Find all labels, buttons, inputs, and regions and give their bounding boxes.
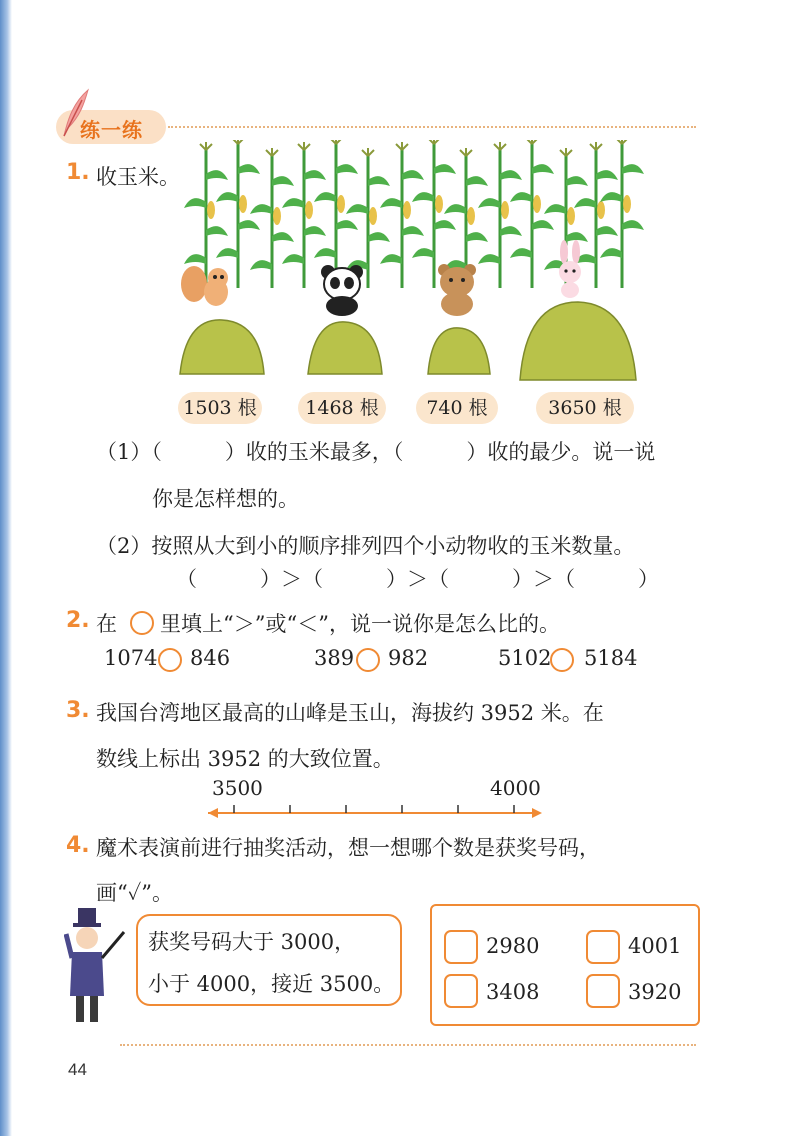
corn-cob (567, 207, 575, 225)
corn-leaf (544, 204, 566, 214)
corn-count-label: 3650 根 (536, 392, 634, 424)
corn-leaf (622, 164, 644, 174)
q3-line2: 数线上标出 3952 的大致位置。 (96, 747, 394, 771)
corn-leaf (500, 170, 522, 180)
option-label: 3920 (628, 980, 682, 1004)
comparison-circle (130, 611, 154, 635)
option-label: 4001 (628, 934, 682, 958)
corn-leaf (434, 164, 456, 174)
checkbox[interactable] (586, 930, 620, 964)
corn-leaf (532, 164, 554, 174)
corn-leaf (532, 220, 554, 230)
corn-leaf (466, 176, 488, 186)
corn-cob (239, 195, 247, 213)
question-number-2: 2. (66, 608, 90, 633)
corn-leaf (622, 220, 644, 230)
corn-leaf (272, 176, 294, 186)
q1-order-blanks[interactable]: （ ）＞（ ）＞（ ）＞（ ） (176, 567, 659, 591)
section-title: 练一练 (80, 118, 143, 142)
corn-leaf (282, 254, 304, 264)
corn-leaf (250, 260, 272, 270)
corn-leaf (238, 220, 260, 230)
corn-cob (369, 207, 377, 225)
bear-icon (432, 262, 482, 316)
checkbox[interactable] (444, 974, 478, 1008)
page-number: 44 (68, 1060, 87, 1079)
corn-leaf (368, 176, 390, 186)
option-label: 3408 (486, 980, 540, 1004)
corn-tassel (560, 148, 572, 156)
axis-start-label: 3500 (212, 776, 263, 800)
option-label: 2980 (486, 934, 540, 958)
pair-right: 5184 (584, 646, 638, 670)
squirrel-icon (180, 262, 236, 312)
pair-left: 389 (314, 646, 355, 670)
number-line[interactable] (206, 800, 546, 826)
corn-cob (305, 201, 313, 219)
corn-leaf (336, 220, 358, 230)
corn-pile-4 (516, 296, 640, 386)
comparison-circle-input[interactable] (158, 648, 182, 672)
corn-leaf (206, 170, 228, 180)
corn-tassel (494, 142, 506, 150)
corn-leaf (444, 204, 466, 214)
checkbox[interactable] (586, 974, 620, 1008)
corn-cob (435, 195, 443, 213)
bubble-line1: 获奖号码大于 3000， (148, 930, 356, 954)
corn-leaf (282, 198, 304, 208)
question-number-1: 1. (66, 160, 90, 185)
corn-leaf (346, 204, 368, 214)
corn-leaf (238, 164, 260, 174)
q4-line1: 魔术表演前进行抽奖活动，想一想哪个数是获奖号码， (96, 836, 600, 860)
corn-leaf (402, 170, 424, 180)
corn-leaf (272, 232, 294, 242)
bubble-line2: 小于 4000，接近 3500。 (148, 972, 395, 996)
pair-left: 5102 (498, 646, 552, 670)
corn-tassel (460, 148, 472, 156)
pair-right: 846 (190, 646, 231, 670)
corn-leaf (380, 254, 402, 264)
corn-leaf (336, 164, 358, 174)
corn-pile-2 (304, 312, 386, 378)
corn-count-label: 740 根 (416, 392, 498, 424)
q4-line2: 画“✓”。 (96, 881, 174, 905)
comparison-circle-input[interactable] (550, 648, 574, 672)
corn-leaf (216, 248, 238, 258)
page-edge (0, 0, 12, 1136)
corn-tassel (266, 148, 278, 156)
q1-sub1-line2: 你是怎样想的。 (152, 487, 299, 511)
pair-left: 1074 (104, 646, 158, 670)
footer-divider (120, 1044, 696, 1046)
corn-leaf (216, 192, 238, 202)
corn-leaf (434, 220, 456, 230)
corn-cob (403, 201, 411, 219)
comparison-circle-input[interactable] (356, 648, 380, 672)
corn-cob (597, 201, 605, 219)
header-divider (168, 126, 696, 128)
checkbox[interactable] (444, 930, 478, 964)
q3-line1: 我国台湾地区最高的山峰是玉山，海拔约 3952 米。在 (96, 701, 604, 725)
corn-leaf (574, 198, 596, 208)
corn-tassel (428, 140, 440, 144)
q2-text-after: 里填上“＞”或“＜”，说一说你是怎么比的。 (160, 612, 560, 636)
corn-leaf (206, 226, 228, 236)
corn-cob (533, 195, 541, 213)
corn-leaf (412, 192, 434, 202)
corn-cob (337, 195, 345, 213)
question-number-3: 3. (66, 698, 90, 723)
corn-cob (273, 207, 281, 225)
corn-tassel (362, 148, 374, 156)
corn-tassel (232, 140, 244, 144)
corn-tassel (200, 142, 212, 150)
axis-end-label: 4000 (490, 776, 541, 800)
q1-title: 收玉米。 (96, 165, 180, 189)
pair-right: 982 (388, 646, 429, 670)
corn-cob (207, 201, 215, 219)
corn-tassel (396, 142, 408, 150)
corn-leaf (250, 204, 272, 214)
corn-leaf (600, 192, 622, 202)
corn-cob (623, 195, 631, 213)
corn-leaf (380, 198, 402, 208)
q2-text-before: 在 (96, 612, 117, 636)
corn-leaf (402, 226, 424, 236)
corn-leaf (500, 226, 522, 236)
corn-count-label: 1503 根 (178, 392, 262, 424)
corn-leaf (368, 232, 390, 242)
corn-leaf (510, 192, 532, 202)
corn-leaf (304, 170, 326, 180)
corn-pile-1 (176, 310, 268, 380)
corn-leaf (478, 198, 500, 208)
corn-leaf (314, 248, 336, 258)
corn-leaf (596, 226, 618, 236)
corn-tassel (616, 140, 628, 144)
corn-tassel (590, 142, 602, 150)
corn-cob (467, 207, 475, 225)
corn-leaf (600, 248, 622, 258)
corn-tassel (526, 140, 538, 144)
q1-sub2: （2）按照从大到小的顺序排列四个小动物收的玉米数量。 (96, 534, 635, 558)
corn-leaf (466, 232, 488, 242)
corn-count-label: 1468 根 (298, 392, 386, 424)
corn-leaf (566, 176, 588, 186)
corn-tassel (330, 140, 342, 144)
corn-cob (501, 201, 509, 219)
corn-tassel (298, 142, 310, 150)
corn-leaf (314, 192, 336, 202)
rabbit-icon (552, 240, 588, 298)
corn-leaf (510, 248, 532, 258)
corn-leaf (412, 248, 434, 258)
corn-pile-3 (424, 318, 494, 378)
corn-leaf (304, 226, 326, 236)
panda-icon (314, 262, 370, 316)
magician-illustration (64, 908, 134, 1030)
question-number-4: 4. (66, 833, 90, 858)
corn-leaf (596, 170, 618, 180)
q1-sub1-line1: （1）（ ）收的玉米最多，（ ）收的最少。说一说 (96, 440, 656, 464)
corn-leaf (184, 198, 206, 208)
